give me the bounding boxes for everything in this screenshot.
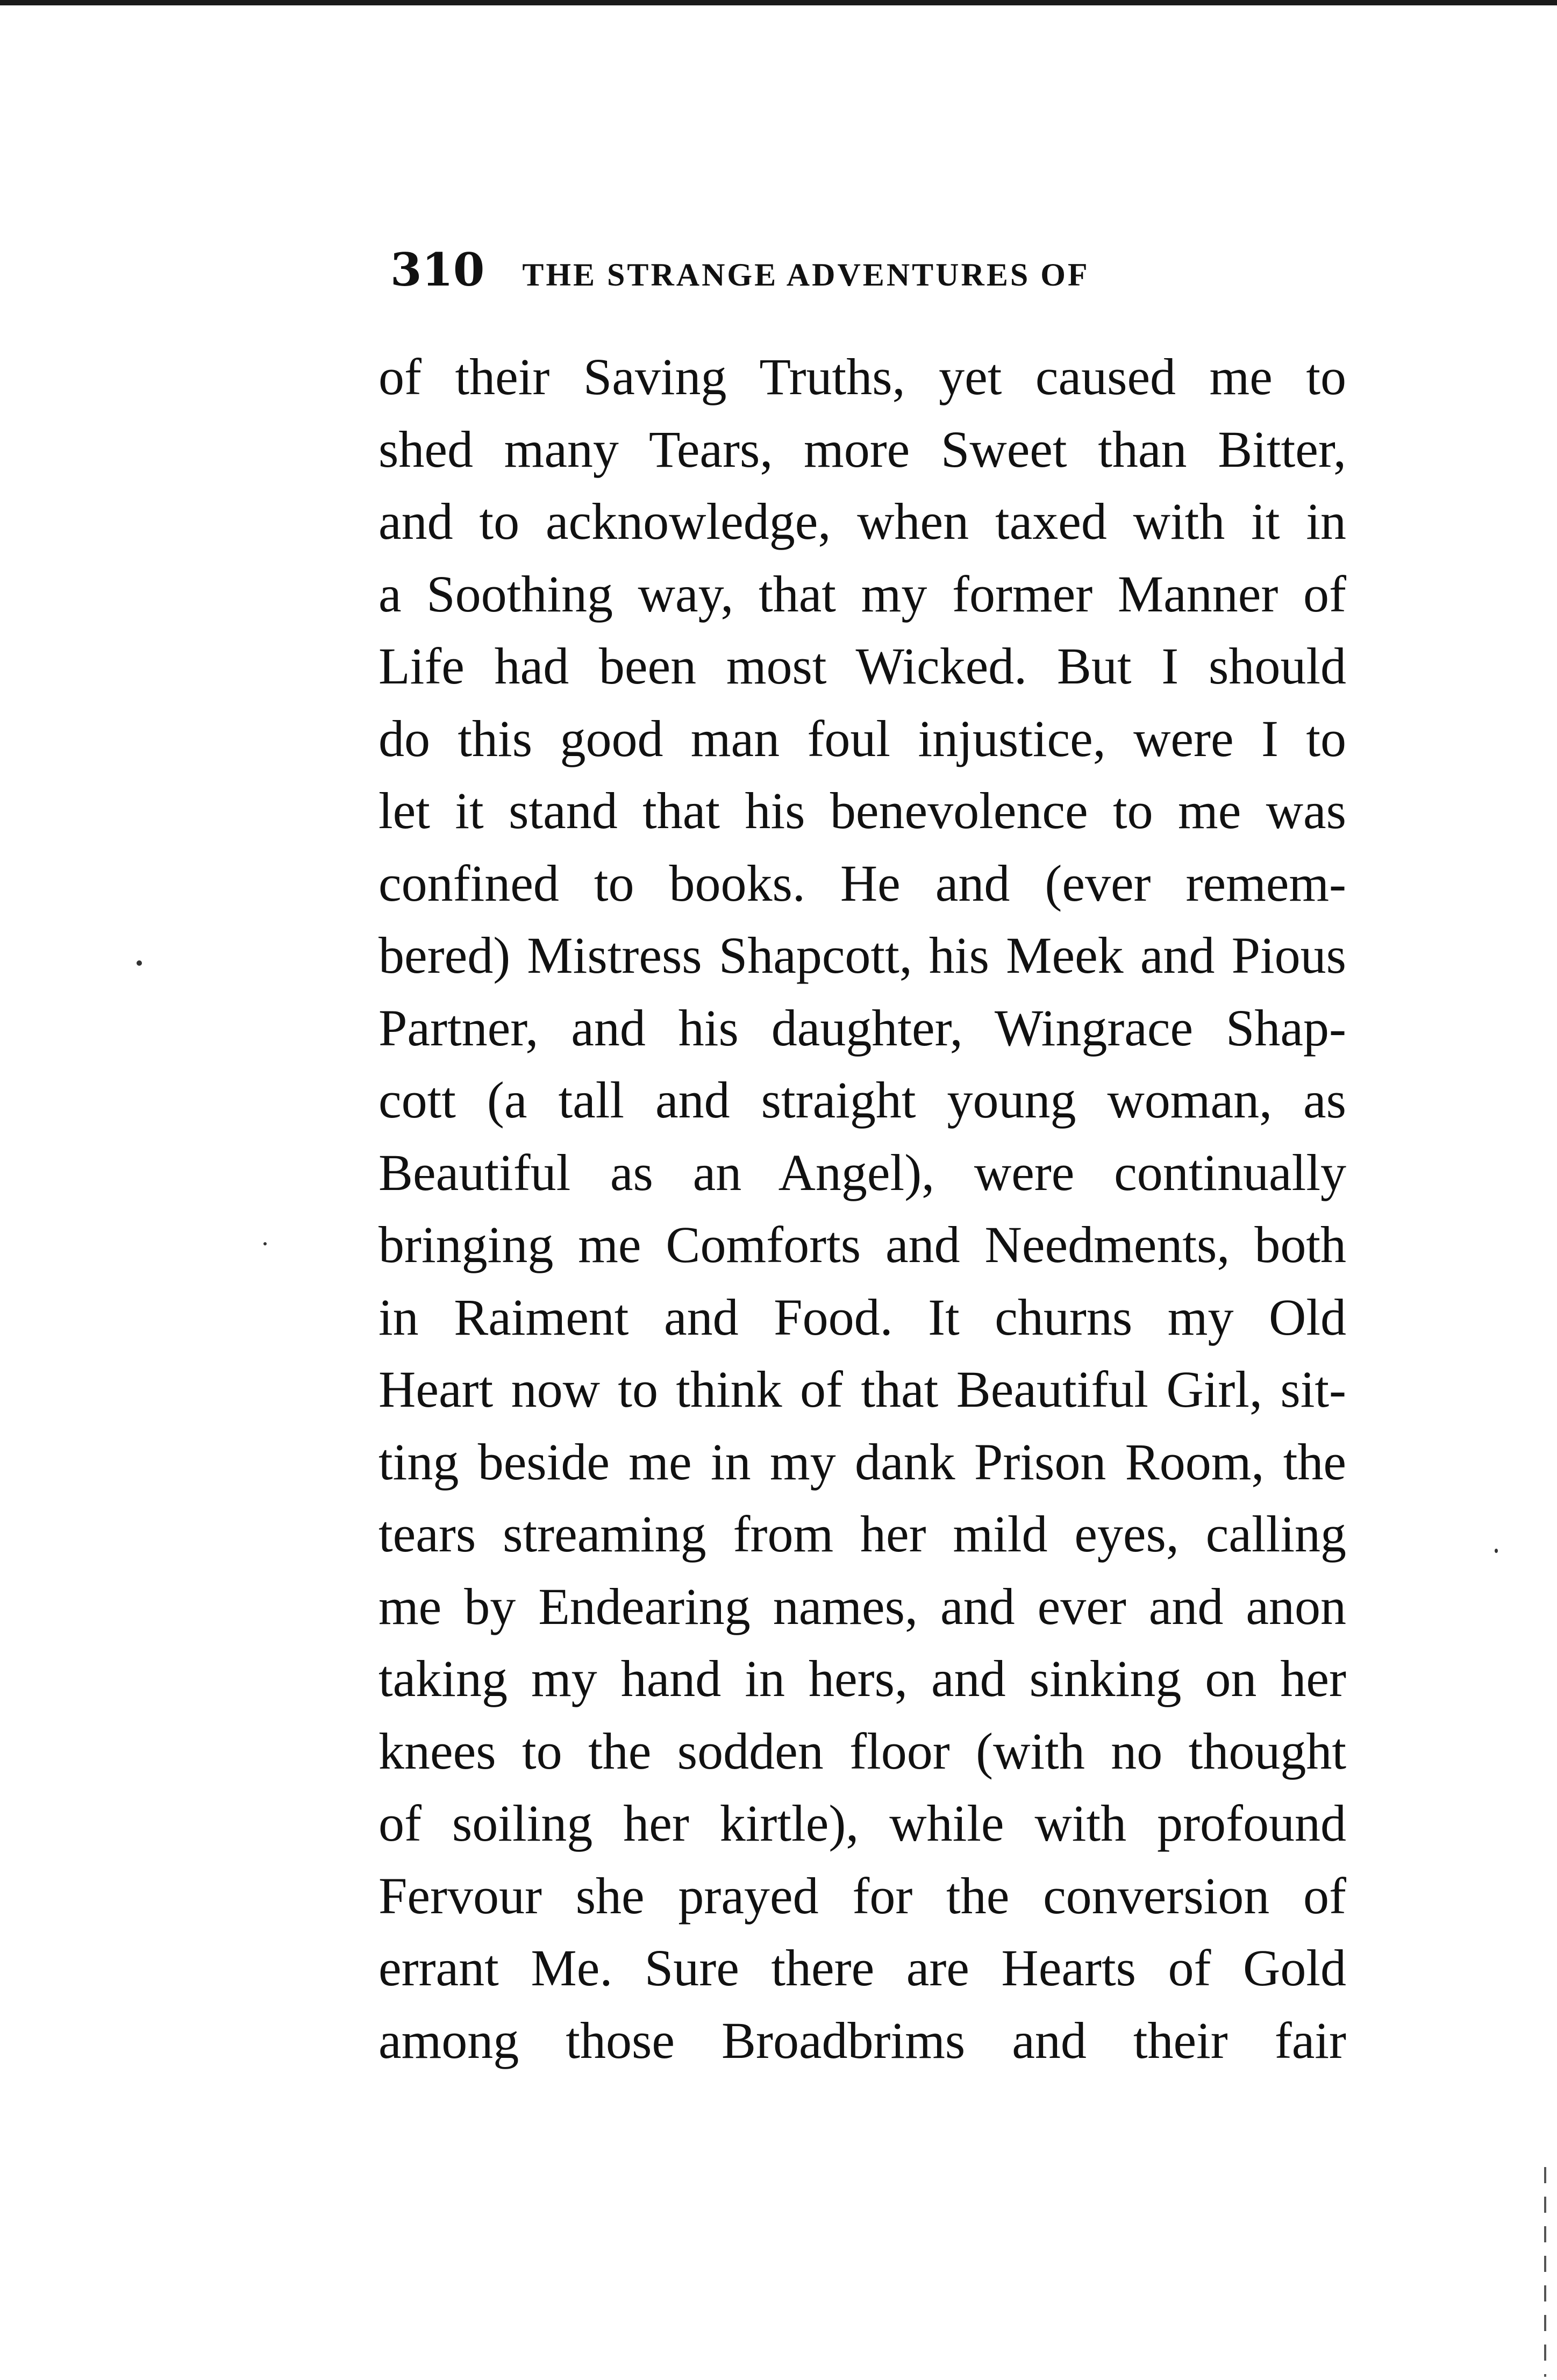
text-line: ting beside me in my dank Prison Room, the [378,1433,1346,1491]
text-line: me by Endearing names, and ever and anon [378,1577,1346,1635]
scan-speck [137,960,142,966]
page-number: 310 [390,243,485,296]
text-line: confined to books. He and (ever remem- [378,854,1346,912]
text-line: among those Broadbrims and their fair [378,2011,1346,2069]
text-line: Life had been most Wicked. But I should [378,637,1346,695]
text-line: in Raiment and Food. It churns my Old [378,1288,1346,1346]
text-line: and to acknowledge, when taxed with it in [378,493,1346,550]
text-line: tears streaming from her mild eyes, calling [378,1505,1346,1563]
text-line: do this good man foul injustice, were I to [378,709,1346,767]
text-line: shed many Tears, more Sweet than Bitter, [378,420,1346,478]
text-line: knees to the sodden floor (with no thought [378,1722,1346,1780]
text-line: taking my hand in hers, and sinking on her [378,1650,1346,1707]
text-line: of their Saving Truths, yet caused me to [378,348,1346,405]
text-line: cott (a tall and straight young woman, as [378,1071,1346,1129]
text-line: let it stand that his benevolence to me was [378,782,1346,839]
text-line: Heart now to think of that Beautiful Girl, sit- [378,1360,1346,1418]
text-line: Partner, and his daughter, Wingrace Shap- [378,999,1346,1057]
scan-speck [263,1242,267,1245]
top-border-rule [0,0,1557,5]
running-head: THE STRANGE ADVENTURES OF [522,257,1090,293]
text-line: a Soothing way, that my former Manner of [378,565,1346,623]
scan-speck [1495,1549,1498,1553]
text-line: bringing me Comforts and Needments, both [378,1216,1346,1273]
body-text [378,341,1346,2077]
text-line: bered) Mistress Shapcott, his Meek and Pious [378,927,1346,984]
scan-edge-mark [1544,2167,1546,2377]
text-line: of soiling her kirtle), while with profound [378,1794,1346,1852]
page-header [390,243,1090,302]
text-line: Fervour she prayed for the conversion of [378,1866,1346,1925]
text-line: errant Me. Sure there are Hearts of Gold [378,1939,1346,1997]
text-line: Beautiful as an Angel), were continually [378,1143,1346,1201]
